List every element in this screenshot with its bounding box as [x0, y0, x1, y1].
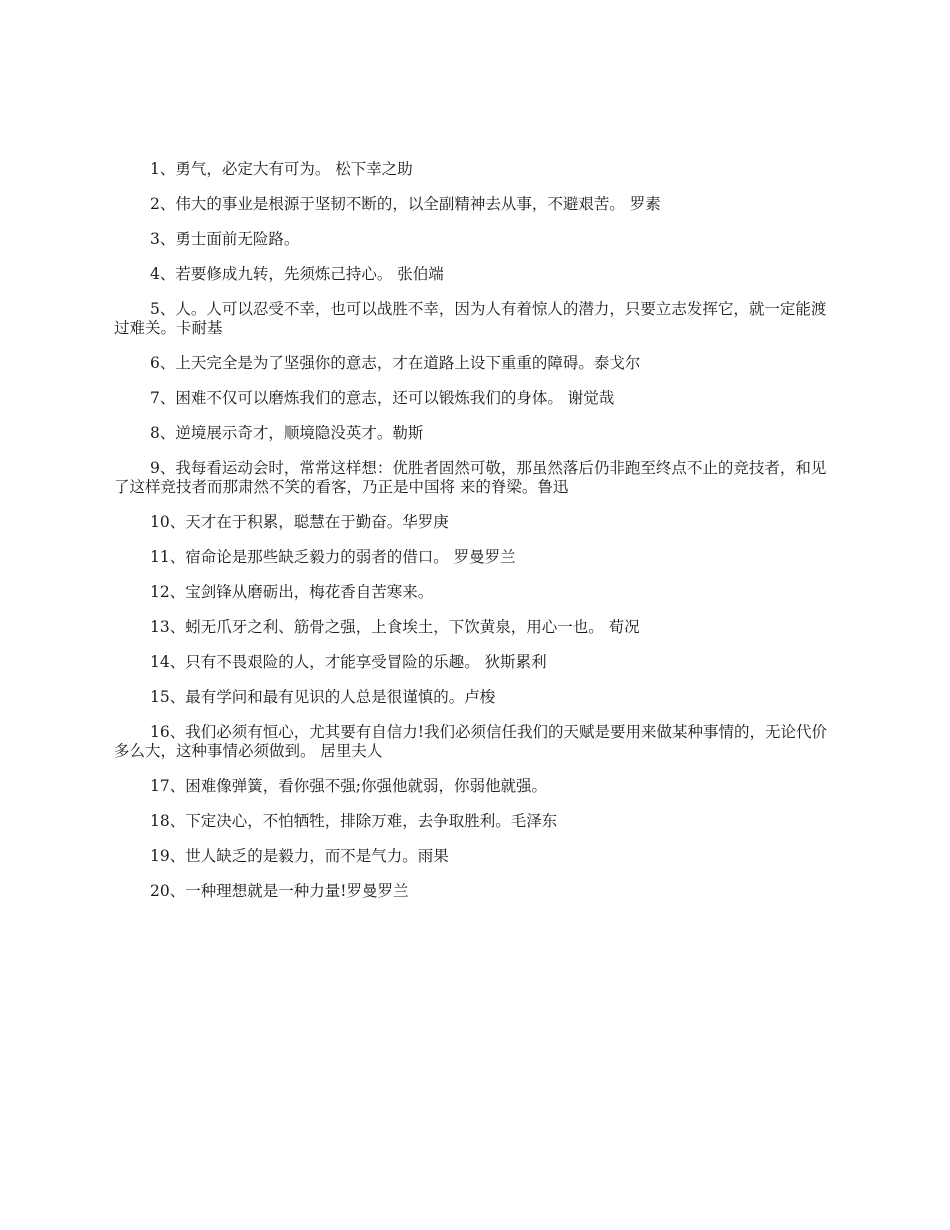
quote-paragraph: 6、上天完全是为了坚强你的意志，才在道路上设下重重的障碍。泰戈尔 — [150, 354, 641, 372]
quote-paragraph: 13、蚓无爪牙之利、筋骨之强，上食埃土，下饮黄泉，用心一也。 荀况 — [150, 618, 640, 636]
quote-paragraph: 12、宝剑锋从磨砺出，梅花香自苦寒来。 — [150, 583, 434, 601]
quote-paragraph: 2、伟大的事业是根源于坚韧不断的，以全副精神去从事，不避艰苦。 罗素 — [150, 195, 661, 213]
quote-paragraph: 17、困难像弹簧，看你强不强;你强他就弱，你弱他就强。 — [150, 777, 547, 795]
quote-paragraph: 3、勇士面前无险路。 — [150, 230, 300, 248]
quote-paragraph: 15、最有学问和最有见识的人总是很谨慎的。卢梭 — [150, 688, 496, 706]
quote-paragraph: 5、人。人可以忍受不幸，也可以战胜不幸，因为人有着惊人的潜力，只要立志发挥它，就一定能渡过难关。卡耐基 — [114, 300, 827, 337]
quote-paragraph: 19、世人缺乏的是毅力，而不是气力。雨果 — [150, 847, 449, 865]
quote-paragraph: 11、宿命论是那些缺乏毅力的弱者的借口。 罗曼罗兰 — [150, 548, 516, 566]
quote-paragraph: 14、只有不畏艰险的人，才能享受冒险的乐趣。 狄斯累利 — [150, 653, 547, 671]
quote-paragraph: 7、困难不仅可以磨炼我们的意志，还可以锻炼我们的身体。 谢觉哉 — [150, 389, 615, 407]
quote-paragraph: 20、一种理想就是一种力量!罗曼罗兰 — [150, 882, 409, 900]
quote-paragraph: 16、我们必须有恒心，尤其要有自信力!我们必须信任我们的天赋是要用来做某种事情的，无论代价多么大，这种事情必须做到。 居里夫人 — [114, 723, 827, 760]
quote-list — [114, 160, 834, 917]
quote-paragraph: 10、天才在于积累，聪慧在于勤奋。华罗庚 — [150, 513, 449, 531]
quote-paragraph: 8、逆境展示奇才，顺境隐没英才。勒斯 — [150, 424, 424, 442]
quote-paragraph: 9、我每看运动会时，常常这样想：优胜者固然可敬，那虽然落后仍非跑至终点不止的竞技者，和见了这样竞技者而那肃然不笑的看客，乃正是中国将 来的脊梁。鲁迅 — [114, 459, 827, 496]
quote-paragraph: 18、下定决心，不怕牺牲，排除万难，去争取胜利。毛泽东 — [150, 812, 558, 830]
quote-paragraph: 1、勇气，必定大有可为。 松下幸之助 — [150, 160, 413, 178]
quote-paragraph: 4、若要修成九转，先须炼己持心。 张伯端 — [150, 265, 444, 283]
